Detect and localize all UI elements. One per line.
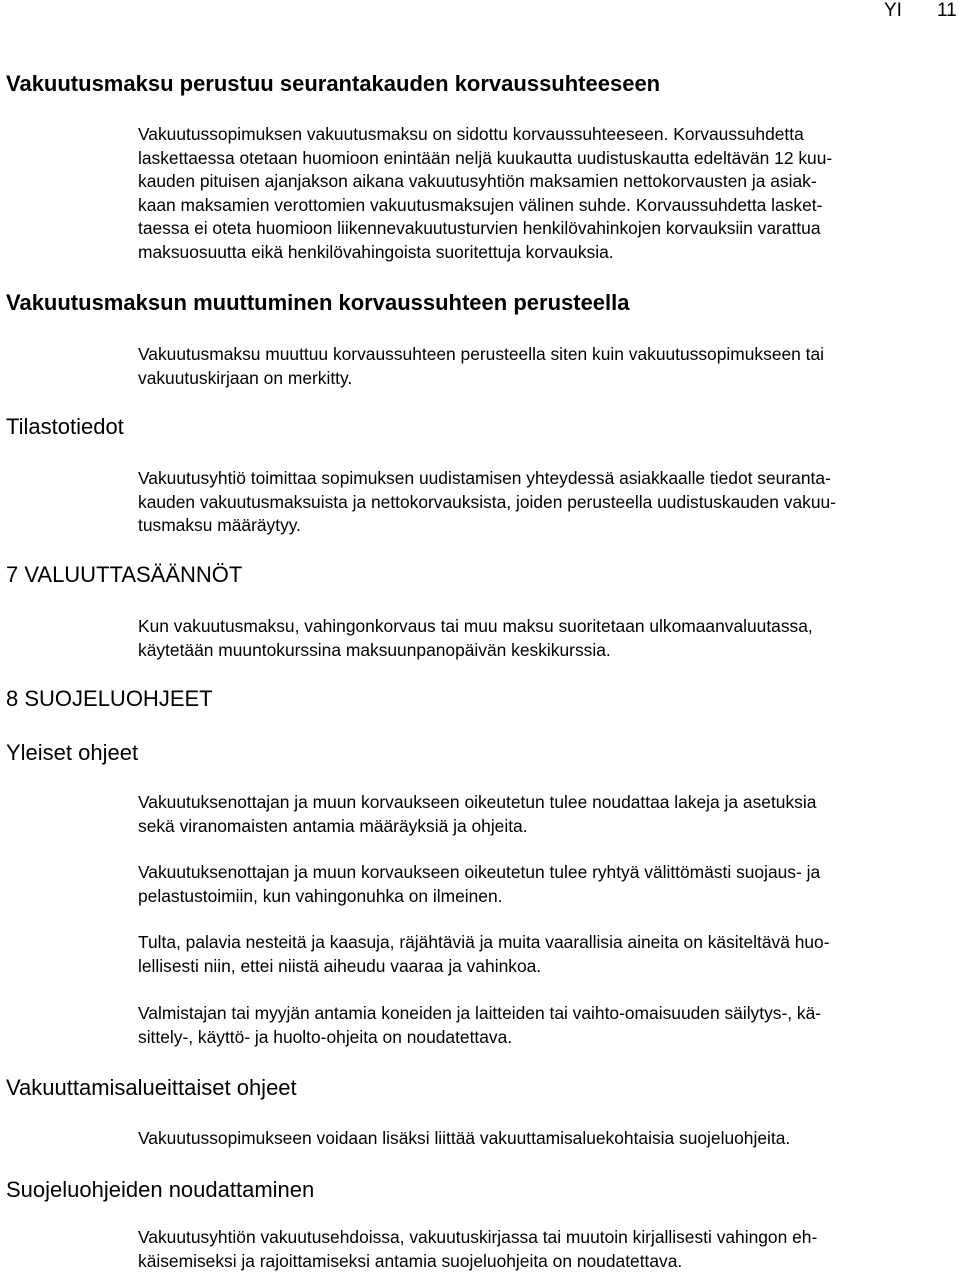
section-heading-statistics: Tilastotiedot	[6, 414, 124, 439]
text-line: käytetään muuntokurssina maksuunpanopäivän keskikurssia.	[138, 639, 611, 660]
page-number: 11	[937, 0, 957, 21]
paragraph-general-3	[138, 931, 958, 978]
paragraph-compliance	[138, 1226, 958, 1273]
paragraph-general-1	[138, 791, 958, 838]
text-line: sekä viranomaisten antamia määräyksiä ja ohjeita.	[138, 815, 528, 836]
text-line: kauden pituisen ajanjakson aikana vakuutusyhtiön maksamien nettokorvausten ja asiak-	[138, 171, 817, 192]
paragraph-premium-basis	[138, 123, 958, 265]
page-header-section-code: YI	[884, 0, 902, 21]
paragraph-premium-change	[138, 343, 958, 390]
text-line: Vakuutussopimukseen voidaan lisäksi liittää vakuuttamisaluekohtaisia suojeluohjeita.	[138, 1128, 791, 1148]
text-line: tusmaksu määräytyy.	[138, 515, 302, 536]
text-line: vakuutuskirjaan on merkitty.	[138, 367, 353, 388]
text-line: taessa ei oteta huomioon liikennevakuutusturvien henkilövahinkojen korvauksiin varattua	[138, 218, 821, 239]
chapter-heading-safety-instructions: 8 SUOJELUOHJEET	[6, 686, 213, 711]
paragraph-general-2	[138, 861, 958, 908]
text-line: Vakuutuksenottajan ja muun korvaukseen oikeutetun tulee ryhtyä välittömästi suojaus- ja	[138, 862, 821, 882]
chapter-heading-currency-rules: 7 VALUUTTASÄÄNNÖT	[6, 562, 243, 587]
paragraph-currency-rules	[138, 615, 958, 662]
text-line: Vakuutusmaksu muuttuu korvaussuhteen perusteella siten kuin vakuutussopimukseen tai	[138, 344, 825, 364]
section-heading-general-instructions: Yleiset ohjeet	[6, 740, 139, 765]
text-line: lellisesti niin, ettei niistä aiheudu vaaraa ja vahinkoa.	[138, 955, 542, 976]
text-line: pelastustoimiin, kun vahingonuhka on ilmeinen.	[138, 885, 503, 906]
text-line: maksuosuutta eikä henkilövahingoista suoritettuja korvauksia.	[138, 241, 614, 262]
text-line: käisemiseksi ja rajoittamiseksi antamia suojeluohjeita on noudatettava.	[138, 1250, 683, 1271]
text-line: kauden vakuutusmaksuista ja nettokorvauksista, joiden perusteella uudistuskauden vakuu-	[138, 491, 836, 512]
text-line: Tulta, palavia nesteitä ja kaasuja, räjähtäviä ja muita vaarallisia aineita on käsiteltävä huo-	[138, 932, 830, 952]
text-line: Vakuutussopimuksen vakuutusmaksu on sidottu korvaussuhteeseen. Korvaussuhdetta	[138, 124, 804, 144]
text-line: Vakuutusyhtiön vakuutusehdoissa, vakuutuskirjassa tai muutoin kirjallisesti vahingon eh-	[138, 1227, 818, 1247]
text-line: Vakuutusyhtiö toimittaa sopimuksen uudistamisen yhteydessä asiakkaalle tiedot seuranta-	[138, 468, 831, 488]
text-line: sittely-, käyttö- ja huolto-ohjeita on noudatettava.	[138, 1026, 513, 1047]
text-line: Vakuutuksenottajan ja muun korvaukseen oikeutetun tulee noudattaa lakeja ja asetuksia	[138, 792, 817, 812]
text-line: kaan maksamien verottomien vakuutusmaksujen välinen suhde. Korvaussuhdetta lasket-	[138, 194, 823, 215]
section-heading-compliance: Suojeluohjeiden noudattaminen	[6, 1177, 315, 1202]
text-line: laskettaessa otetaan huomioon enintään neljä kuukautta uudistuskautta edeltävän 12 kuu-	[138, 147, 833, 168]
section-heading-premium-basis: Vakuutusmaksu perustuu seurantakauden korvaussuhteeseen	[6, 71, 661, 96]
text-line: Valmistajan tai myyjän antamia koneiden ja laitteiden tai vaihto-omaisuuden säilytys-, kä-	[138, 1003, 822, 1023]
section-heading-area-instructions: Vakuuttamisalueittaiset ohjeet	[6, 1075, 297, 1100]
text-line: Kun vakuutusmaksu, vahingonkorvaus tai muu maksu suoritetaan ulkomaanvaluutassa,	[138, 616, 813, 636]
section-heading-premium-change: Vakuutusmaksun muuttuminen korvaussuhteen perusteella	[6, 290, 630, 315]
paragraph-general-4	[138, 1002, 958, 1049]
paragraph-statistics	[138, 467, 958, 538]
paragraph-area-instructions	[138, 1127, 958, 1151]
